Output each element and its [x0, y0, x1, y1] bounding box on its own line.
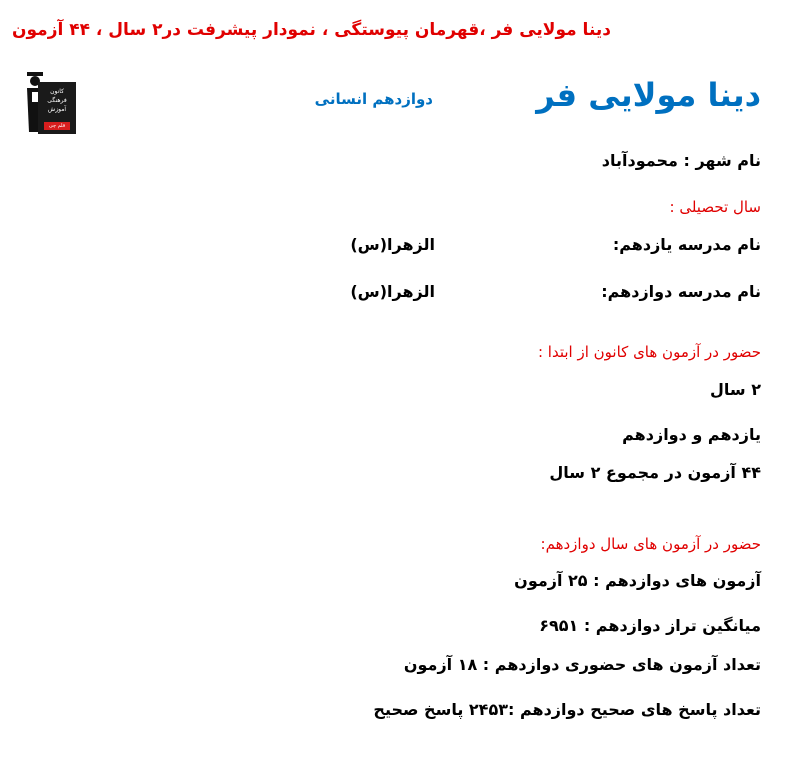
city-line: نام شهر : محمودآباد: [601, 151, 761, 170]
twelfth-correct-answers: تعداد پاسخ های صحیح دوازدهم :۲۴۵۳ پاسخ صحیح: [373, 700, 761, 719]
academic-year-label: سال تحصیلی :: [669, 198, 761, 216]
attendance-total: ۴۴ آزمون در مجموع ۲ سال: [549, 463, 761, 482]
twelfth-exams: آزمون های دوازدهم : ۲۵ آزمون: [514, 571, 761, 590]
attendance-grades: یازدهم و دوازدهم: [622, 425, 761, 444]
logo-line-1: کانون: [50, 88, 64, 95]
logo-badge: قلم چی: [44, 122, 70, 130]
twelfth-average: میانگین تراز دوازدهم : ۶۹۵۱: [539, 616, 761, 635]
school-twelfth-label: نام مدرسه دوازدهم:: [601, 282, 761, 301]
student-name: دینا مولایی فر: [536, 76, 761, 114]
attendance-start-label: حضور در آزمون های کانون از ابتدا :: [537, 343, 761, 361]
student-grade: دوازدهم انسانی: [314, 90, 433, 108]
logo-box: [38, 82, 76, 134]
school-twelfth-value: الزهرا(س): [350, 282, 435, 301]
twelfth-attendance-label: حضور در آزمون های سال دوازدهم:: [540, 535, 761, 553]
attendance-years: ۲ سال: [710, 380, 761, 399]
kanoon-logo: [22, 70, 76, 136]
school-eleventh-value: الزهرا(س): [350, 235, 435, 254]
page-title: دینا مولایی فر ،قهرمان پیوستگی ، نمودار پیشرفت در۲ سال ، ۴۴ آزمون: [12, 20, 611, 40]
logo-line-3: آموزش: [47, 106, 67, 113]
twelfth-in-person: تعداد آزمون های حضوری دوازدهم : ۱۸ آزمون: [403, 655, 761, 674]
school-eleventh-label: نام مدرسه یازدهم:: [612, 235, 761, 254]
logo-line-2: فرهنگی: [47, 97, 67, 104]
